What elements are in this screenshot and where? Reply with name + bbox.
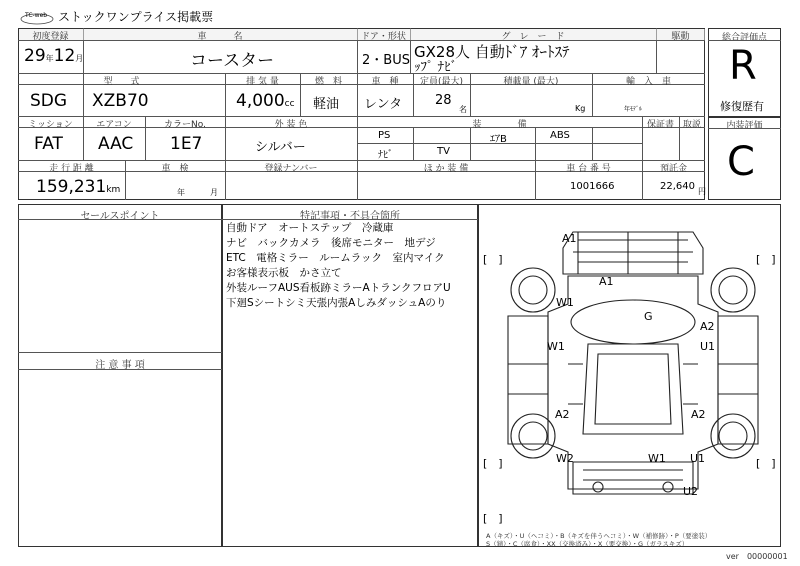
inspection-year-unit: 年: [177, 188, 185, 197]
label-manual: 取説: [682, 120, 701, 130]
damage-mark: W2: [556, 452, 574, 465]
label-caution: 注 意 事 項: [95, 360, 145, 371]
interior-score: C: [727, 139, 755, 185]
damage-mark: U2: [683, 485, 699, 498]
inspection-month-unit: 月: [210, 188, 218, 197]
damage-mark: U1: [690, 452, 706, 465]
label-grade: グ レ ー ド: [501, 32, 565, 42]
damage-mark: A2: [700, 320, 715, 333]
first-reg-year: 29: [24, 46, 46, 66]
label-door-type: ドア・形状: [361, 32, 406, 42]
label-mission: ミッション: [28, 120, 73, 130]
label-aircon: エアコン: [96, 120, 132, 130]
damage-mark: A1: [599, 275, 614, 288]
exterior-color: シルバー: [255, 140, 306, 155]
overall-score: R: [729, 43, 757, 89]
grade-line1: GX28人 自動ﾄﾞｱ ｵｰﾄｽﾃ: [414, 43, 570, 61]
damage-mark: W1: [648, 452, 666, 465]
legend-line2: S（錆）・C（腐食）・XX（交換済み）・X（要交換）・G（ガラスキズ）: [486, 540, 689, 548]
legend-line1: A（キズ）・U（ヘコミ）・B（キズを伴うヘコミ）・W（補修跡）・P（要塗装）: [486, 532, 712, 540]
note-line: 自動ドア オートステップ 冷蔵庫: [226, 222, 394, 234]
import-model-year: 年ﾓﾃﾞﾙ: [624, 106, 643, 113]
displacement: 4,000: [236, 91, 285, 111]
notes-list: [226, 221, 451, 311]
car-name: コースター: [190, 51, 275, 71]
label-vehicle-use: 車 種: [371, 77, 399, 87]
site-logo: [20, 10, 54, 22]
bracket: [ ]: [483, 457, 503, 470]
label-chassis: 車 台 番 号: [566, 164, 611, 174]
label-displacement: 排 気 量: [246, 77, 279, 87]
label-car-name: 車 名: [197, 32, 243, 42]
load-unit: Kg: [575, 104, 586, 113]
vehicle-use: レンタ: [364, 97, 403, 112]
label-drive: 駆動: [671, 32, 690, 42]
mileage: 159,231: [36, 177, 107, 197]
damage-mark: U1: [700, 340, 716, 353]
label-plate: 登録ナンバー: [264, 164, 318, 174]
note-line: 下廻Sシートシミ天張内張AしみダッシュAのり: [226, 297, 447, 309]
label-first-reg: 初度登録: [32, 32, 69, 42]
label-other-info: ほ か 装 備: [423, 164, 469, 174]
label-equipment: 装 備: [472, 120, 527, 130]
price-unit: 円: [698, 187, 706, 196]
capacity-unit: 名: [459, 105, 467, 114]
label-color: カラーNo.: [164, 120, 206, 130]
equip-tv: TV: [437, 146, 450, 157]
label-inspection: 車 検: [161, 164, 189, 174]
bracket: [ ]: [483, 512, 503, 525]
logo-text: TC-web: [25, 12, 48, 19]
model-prefix: SDG: [30, 91, 68, 111]
capacity: 28: [435, 93, 452, 108]
bracket: [ ]: [756, 253, 776, 266]
label-notes: 特記事項・不具合箇所: [300, 211, 400, 222]
first-reg-year-unit: 年: [45, 54, 54, 63]
damage-mark: A1: [562, 232, 577, 245]
label-exterior-color: 外 装 色: [274, 120, 308, 130]
equip-abs: ABS: [550, 130, 570, 141]
label-warranty: 保証書: [646, 120, 674, 130]
fuel: 軽油: [313, 97, 340, 112]
price: 22,640: [660, 181, 695, 192]
equip-aw: ｴｱB: [490, 134, 507, 145]
overall-score-desc: 修復歴有: [720, 100, 764, 113]
label-sales-point: セールスポイント: [80, 211, 160, 222]
label-price: 預託金: [659, 164, 687, 174]
note-line: ETC 電格ミラー ルームラック 室内マイク: [226, 252, 445, 264]
damage-mark: A2: [691, 408, 706, 421]
version-label: ver 00000001: [726, 552, 788, 561]
bracket: [ ]: [483, 253, 503, 266]
door-type: 2・BUS: [362, 53, 410, 68]
note-line: 外装ルーフAUS看板跡ミラーAトランクフロアU: [226, 282, 451, 294]
first-reg-month: 12: [53, 46, 76, 66]
label-overall-eval: 総合評価点: [721, 33, 767, 43]
bracket: [ ]: [756, 457, 776, 470]
color-no: 1E7: [170, 134, 203, 154]
grade-line2: ｯﾌﾟ ﾅﾋﾞ: [414, 60, 458, 75]
label-model: 型 式: [103, 77, 140, 87]
aircon: AAC: [98, 134, 134, 154]
label-fuel: 燃 料: [314, 77, 342, 87]
label-mileage: 走 行 距 離: [49, 164, 94, 174]
vehicle-diagram: [478, 204, 781, 534]
note-line: お客様表示板 かさ立て: [226, 267, 342, 279]
label-interior-eval: 内装評価: [726, 121, 763, 131]
page-title: ストックワンプライス掲載票: [58, 10, 214, 24]
chassis-no: 1001666: [570, 181, 615, 192]
first-reg-month-unit: 月: [75, 54, 84, 63]
model: XZB70: [92, 91, 149, 111]
mission: FAT: [34, 134, 63, 154]
equip-navi: ﾅﾋﾞ: [378, 150, 393, 161]
damage-mark: W1: [547, 340, 565, 353]
equip-ps: PS: [378, 130, 391, 141]
mileage-unit: km: [106, 185, 121, 195]
damage-mark: G: [644, 310, 653, 323]
label-capacity: 定員(最大): [419, 77, 464, 87]
sales-point-panel: [18, 204, 222, 547]
label-load: 積載量 (最大): [503, 77, 559, 87]
note-line: ナビ バックカメラ 後席モニター 地デジ: [226, 237, 436, 249]
displacement-unit: cc: [284, 99, 295, 109]
label-import: 輸 入 車: [625, 77, 671, 87]
damage-mark: W1: [556, 296, 574, 309]
damage-mark: A2: [555, 408, 570, 421]
